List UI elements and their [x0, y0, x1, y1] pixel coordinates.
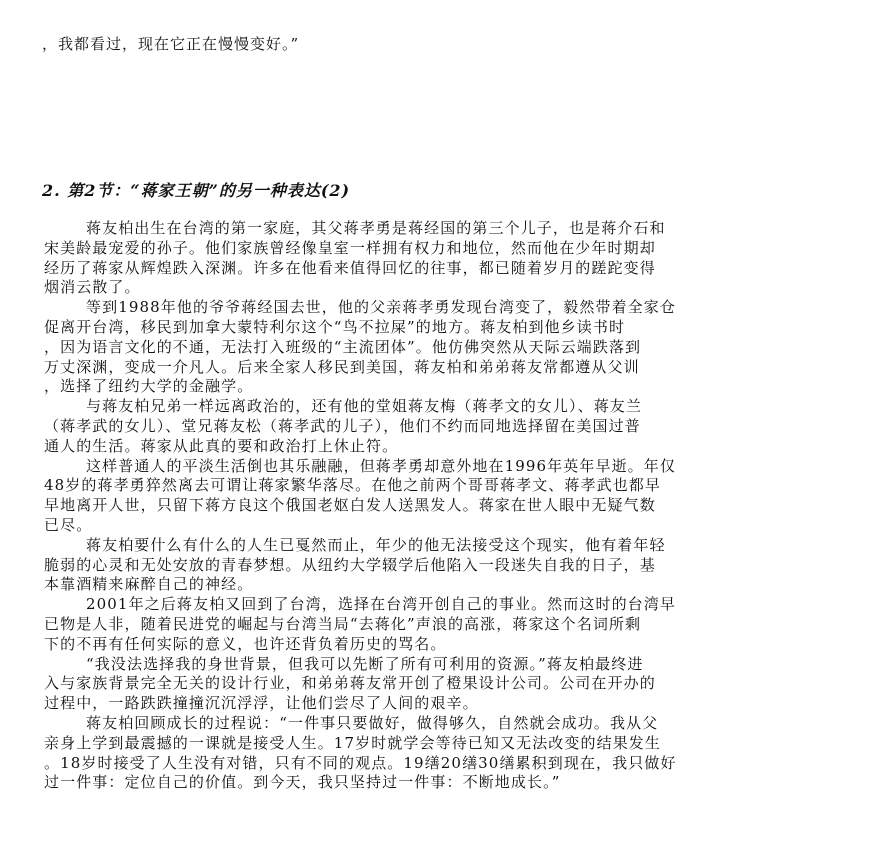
text-line: 等到1988年他的爷爷蒋经国去世，他的父亲蒋孝勇发现台湾变了，毅然带着全家仓: [86, 298, 676, 317]
text-line: 过一件事：定位自己的价值。到今天，我只坚持过一件事：不断地成长。”: [44, 773, 561, 792]
text-line: ，选择了纽约大学的金融学。: [44, 377, 254, 396]
carry-over-paragraph-end: ，我都看过，现在它正在慢慢变好。”: [42, 35, 300, 53]
section-heading: 2. 第2节：“蒋家王朝”的另一种表达(2): [42, 181, 351, 200]
text-line: 蒋友柏要什么有什么的人生已戛然而止，年少的他无法接受这个现实，他有着年轻: [86, 535, 666, 554]
text-line: 已尽。: [44, 515, 93, 534]
text-line: 2001年之后蒋友柏又回到了台湾，选择在台湾开创自己的事业。然而这时的台湾早: [86, 595, 676, 614]
text-line: 早地离开人世，只留下蒋方良这个俄国老妪白发人送黑发人。蒋家在世人眼中无疑气数: [44, 496, 656, 515]
text-line: 入与家族背景完全无关的设计行业，和弟弟蒋友常开创了橙果设计公司。公司在开办的: [44, 674, 656, 693]
text-line: ，因为语言文化的不通，无法打入班级的“主流团体”。他仿佛突然从天际云端跌落到: [44, 337, 642, 356]
text-line: “我没法选择我的身世背景，但我可以先断了所有可利用的资源。”蒋友柏最终进: [86, 654, 644, 673]
text-line: 通人的生活。蒋家从此真的要和政治打上休止符。: [44, 436, 399, 455]
text-line: 蒋友柏回顾成长的过程说：“一件事只要做好，做得够久，自然就会成功。我从父: [86, 713, 659, 732]
text-line: 脆弱的心灵和无处安放的青春梦想。从纽约大学辍学后他陷入一段迷失自我的日子，基: [44, 555, 656, 574]
text-line: 下的不再有任何实际的意义，也许还背负着历史的骂名。: [44, 634, 447, 653]
text-line: （蒋孝武的女儿）、堂兄蒋友松（蒋孝武的儿子），他们不约而同地选择留在美国过普: [44, 416, 641, 435]
text-line: 这样普通人的平淡生活倒也其乐融融，但蒋孝勇却意外地在1996年英年早逝。年仅: [86, 456, 676, 475]
text-line: 亲身上学到最震撼的一课就是接受人生。17岁时就学会等待已知又无法改变的结果发生: [44, 733, 661, 752]
text-line: 48岁的蒋孝勇猝然离去可谓让蒋家繁华落尽。在他之前两个哥哥蒋孝文、蒋孝武也都早: [44, 476, 661, 495]
text-line: 本靠酒精来麻醉自己的神经。: [44, 575, 254, 594]
text-line: 宋美龄最宠爱的孙子。他们家族曾经像皇室一样拥有权力和地位，然而他在少年时期却: [44, 238, 656, 257]
text-line: 过程中，一路跌跌撞撞沉沉浮浮，让他们尝尽了人间的艰辛。: [44, 694, 479, 713]
text-line: 经历了蒋家从辉煌跌入深渊。许多在他看来值得回忆的往事，都已随着岁月的蹉跎变得: [44, 258, 656, 277]
text-line: 。18岁时接受了人生没有对错，只有不同的观点。19缮20缮30缮累积到现在，我只做好: [44, 753, 677, 772]
text-line: 万丈深渊，变成一介凡人。后来全家人移民到美国，蒋友柏和弟弟蒋友常都遵从父训: [44, 357, 640, 376]
text-line: 蒋友柏出生在台湾的第一家庭，其父蒋孝勇是蒋经国的第三个儿子，也是蒋介石和: [86, 219, 666, 237]
text-line: 与蒋友柏兄弟一样远离政治的，还有他的堂姐蒋友梅（蒋孝文的女儿）、蒋友兰: [86, 397, 643, 416]
text-line: 促离开台湾，移民到加拿大蒙特利尔这个“鸟不拉屎”的地方。蒋友柏到他乡读书时: [44, 317, 626, 336]
article-body: [44, 219, 834, 793]
text-line: 烟消云散了。: [44, 278, 141, 297]
text-line: 已物是人非，随着民进党的崛起与台湾当局“去蒋化”声浪的高涨，蒋家这个名词所剩: [44, 614, 642, 633]
